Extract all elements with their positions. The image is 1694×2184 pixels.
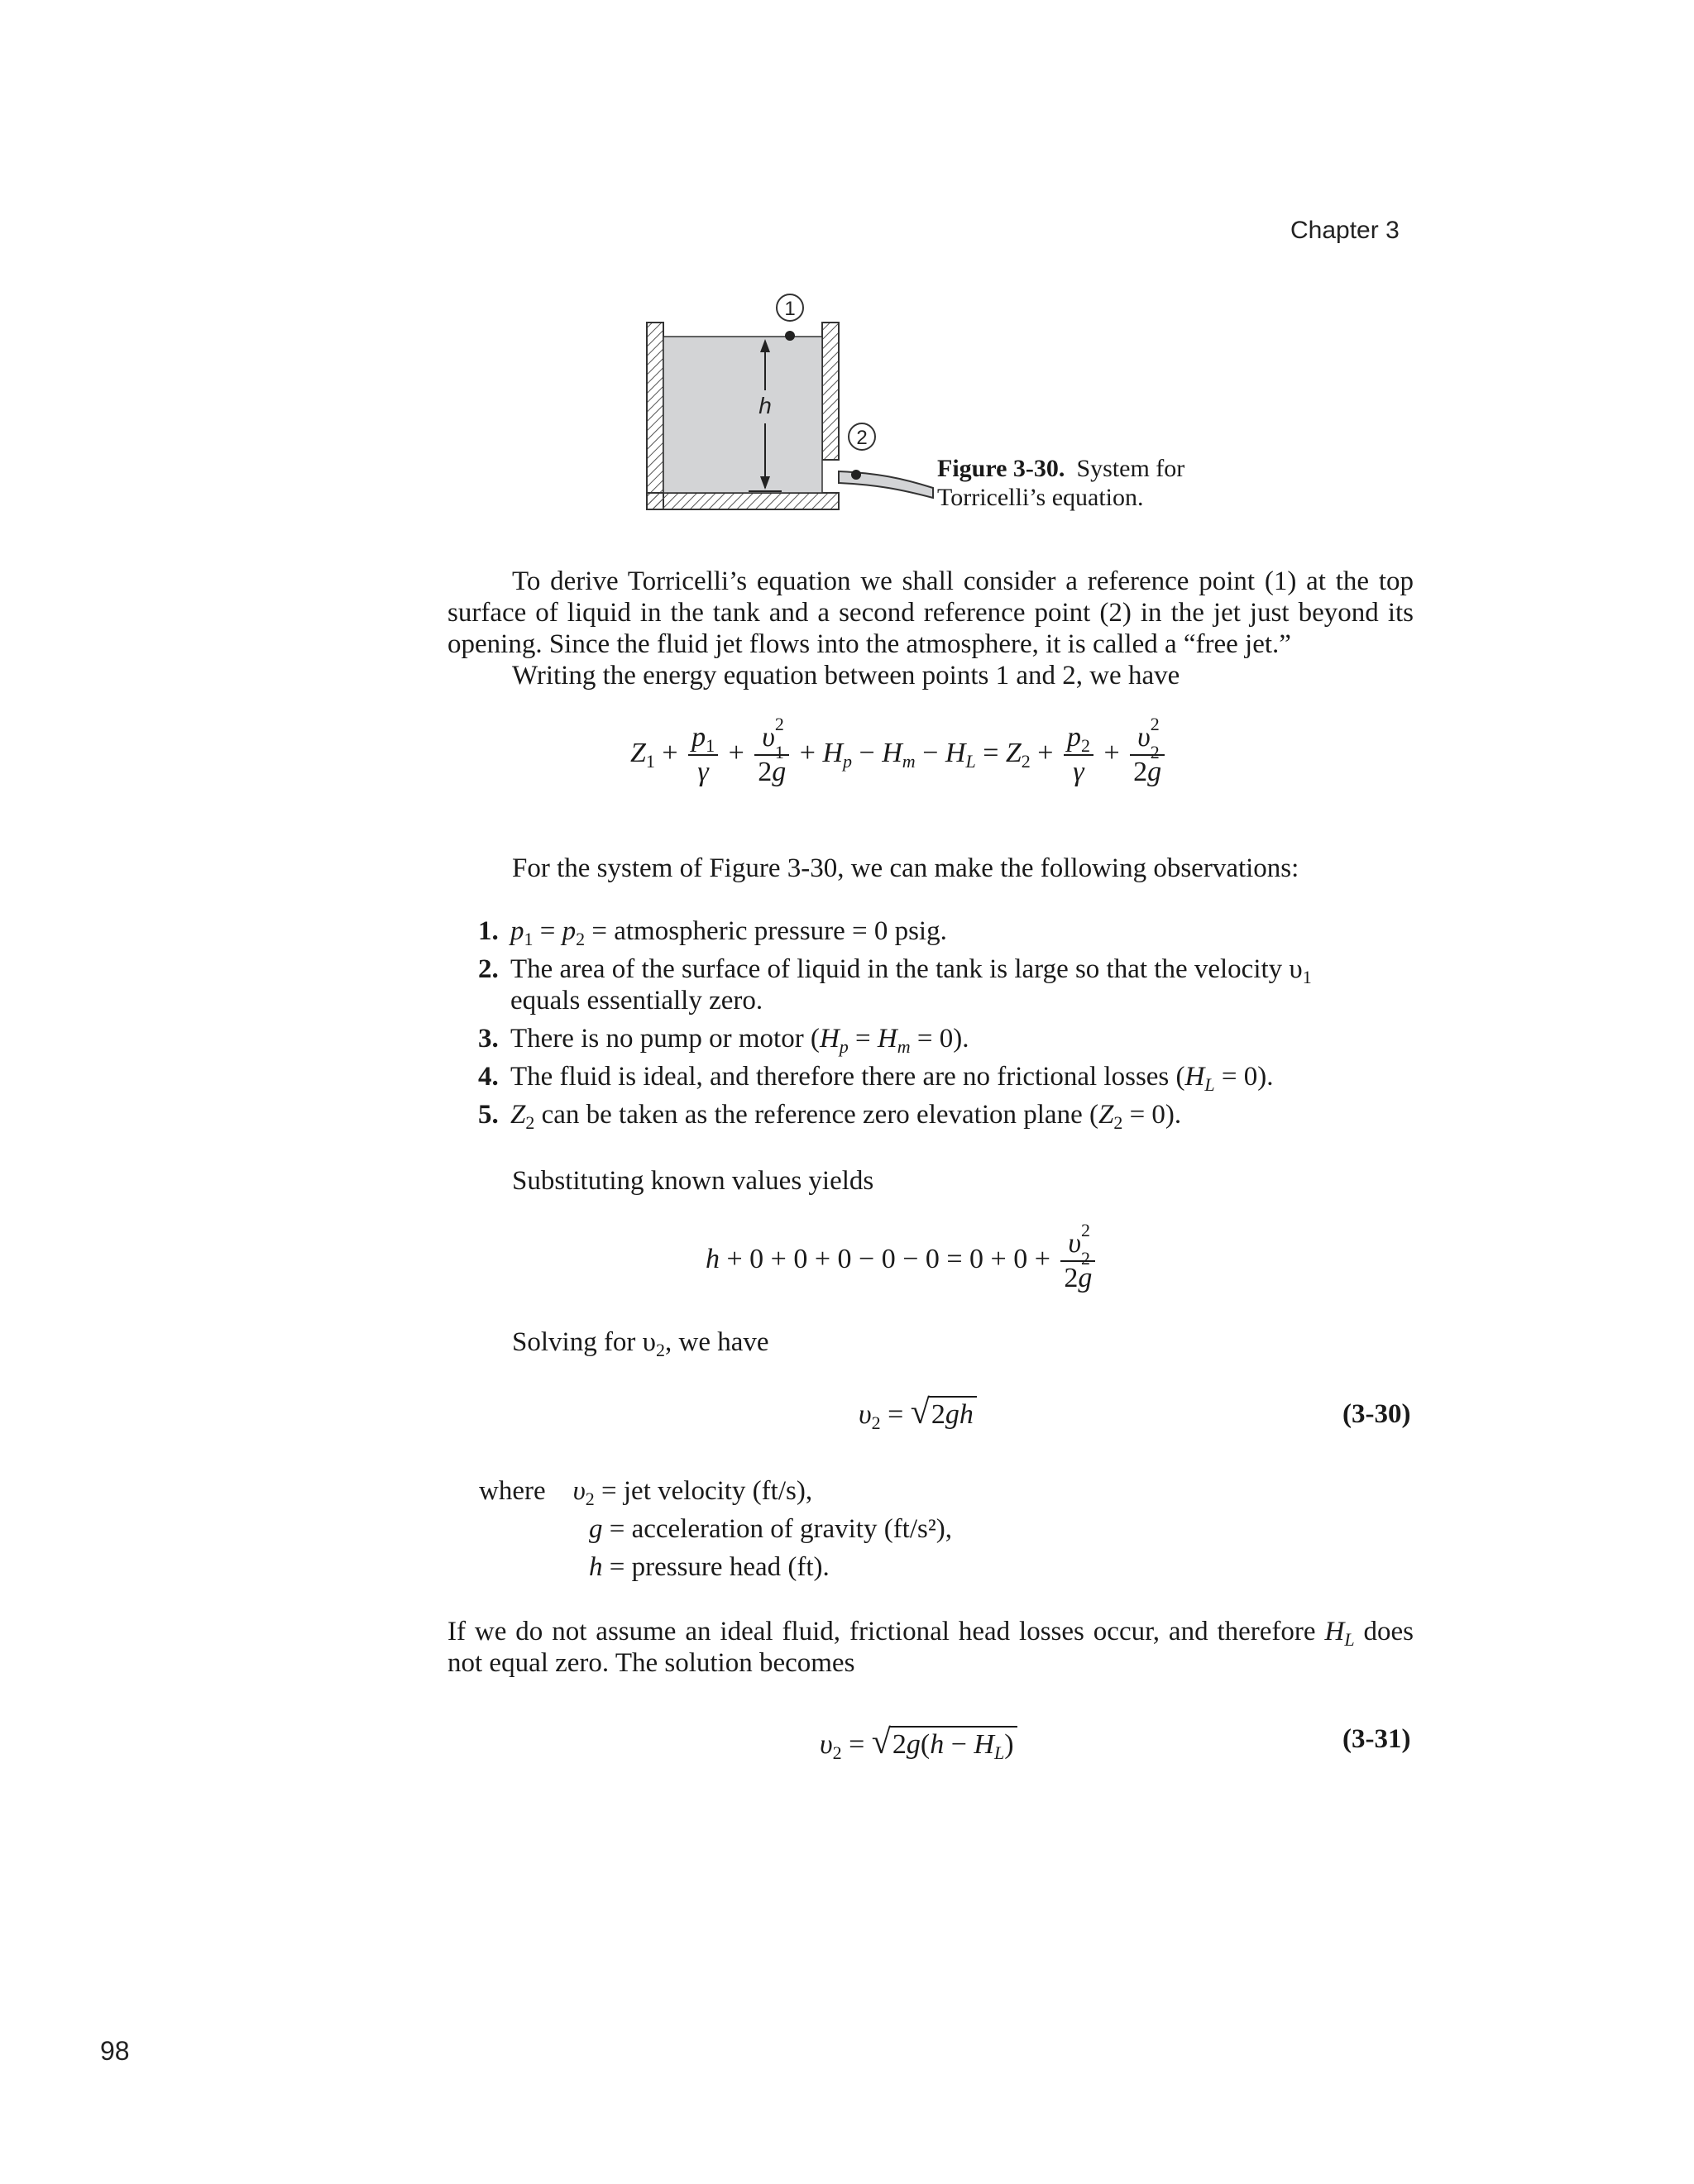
paragraph-substituting: Substituting known values yields (512, 1166, 874, 1196)
tank-right-wall (822, 323, 839, 460)
point-1-label: 1 (784, 298, 796, 320)
observation-item-3: 3. There is no pump or motor $(H_p = H_m = 0)$. (478, 1024, 969, 1057)
point-2-label: 2 (856, 427, 868, 449)
tank-bottom (647, 493, 839, 509)
figure-label: Figure 3-30. (937, 455, 1065, 482)
paragraph-intro (447, 566, 1414, 691)
figure-caption (937, 454, 1268, 512)
point-1-dot (785, 331, 795, 341)
paragraph-solving: Solving for $\upsilon_2$, we have (512, 1327, 769, 1360)
point-2-dot (851, 470, 861, 480)
observation-item-5: 5. $Z_2$ can be taken as the reference zero elevation plane $(Z_2 = 0)$. (478, 1100, 1182, 1133)
substitution-equation: h + 0 + 0 + 0 − 0 − 0 = 0 + 0 + υ 2 2 2g (706, 1227, 1098, 1295)
paragraph-torricelli: To derive Torricelli’s equation we shall consider a reference point (1) at the top surface of liquid in the tank and a second reference point (2) in the jet just beyond its opening. Since the fluid jet flows into the atmosphere, it is called a “free jet.” (447, 566, 1414, 659)
paragraph-energy-eq: Writing the energy equation between points 1 and 2, we have (512, 661, 1180, 691)
figure-caption-text: System for Torricelli’s equation. (937, 455, 1185, 511)
where-block: where $\upsilon_2$ = jet velocity (ft/s), g = acceleration of gravity (ft/s²), h = pressure head (ft). (479, 1476, 952, 1582)
observation-item-4: 4. The fluid is ideal, and therefore there are no frictional losses $(H_L = 0)$. (478, 1062, 1274, 1095)
observation-item-2: 2. The area of the surface of liquid in the tank is large so that the velocity $\upsilon_1$ equals essentially zero. (478, 954, 1312, 1016)
tank-left-wall (647, 323, 663, 509)
torricelli-tank-figure (637, 281, 935, 517)
tank-liquid (663, 337, 822, 493)
running-header: Chapter 3 (1290, 217, 1400, 244)
equation-3-30-number: (3-30) (1342, 1399, 1411, 1429)
observation-item-1: 1. $p_1 = p_2$ = atmospheric pressure = 0 psig. (478, 916, 947, 949)
observation-list (474, 915, 1414, 1137)
page-number: 98 (100, 2036, 130, 2066)
energy-equation: $Z_1$ + $\frac{p_1}{\gamma}$ + υ 2 1 2g + $H_p - H_m - H_L = Z_2$ + $\frac{p_2}{\gamma}$ + υ 2 2 2g (630, 721, 1168, 789)
h-label: h (758, 393, 772, 418)
equation-3-31-number: (3-31) (1342, 1724, 1411, 1754)
equation-3-30: $\upsilon_2 = √2gh$ (859, 1393, 977, 1432)
paragraph-non-ideal: If we do not assume an ideal fluid, frictional head losses occur, and therefore $H_L$ does not equal zero. The solution becomes (447, 1617, 1414, 1678)
paragraph-observations-intro: For the system of Figure 3-30, we can make the following observations: (512, 853, 1299, 883)
equation-3-31: $\upsilon_2 = √2g(h - H_L)$ (820, 1723, 1017, 1762)
